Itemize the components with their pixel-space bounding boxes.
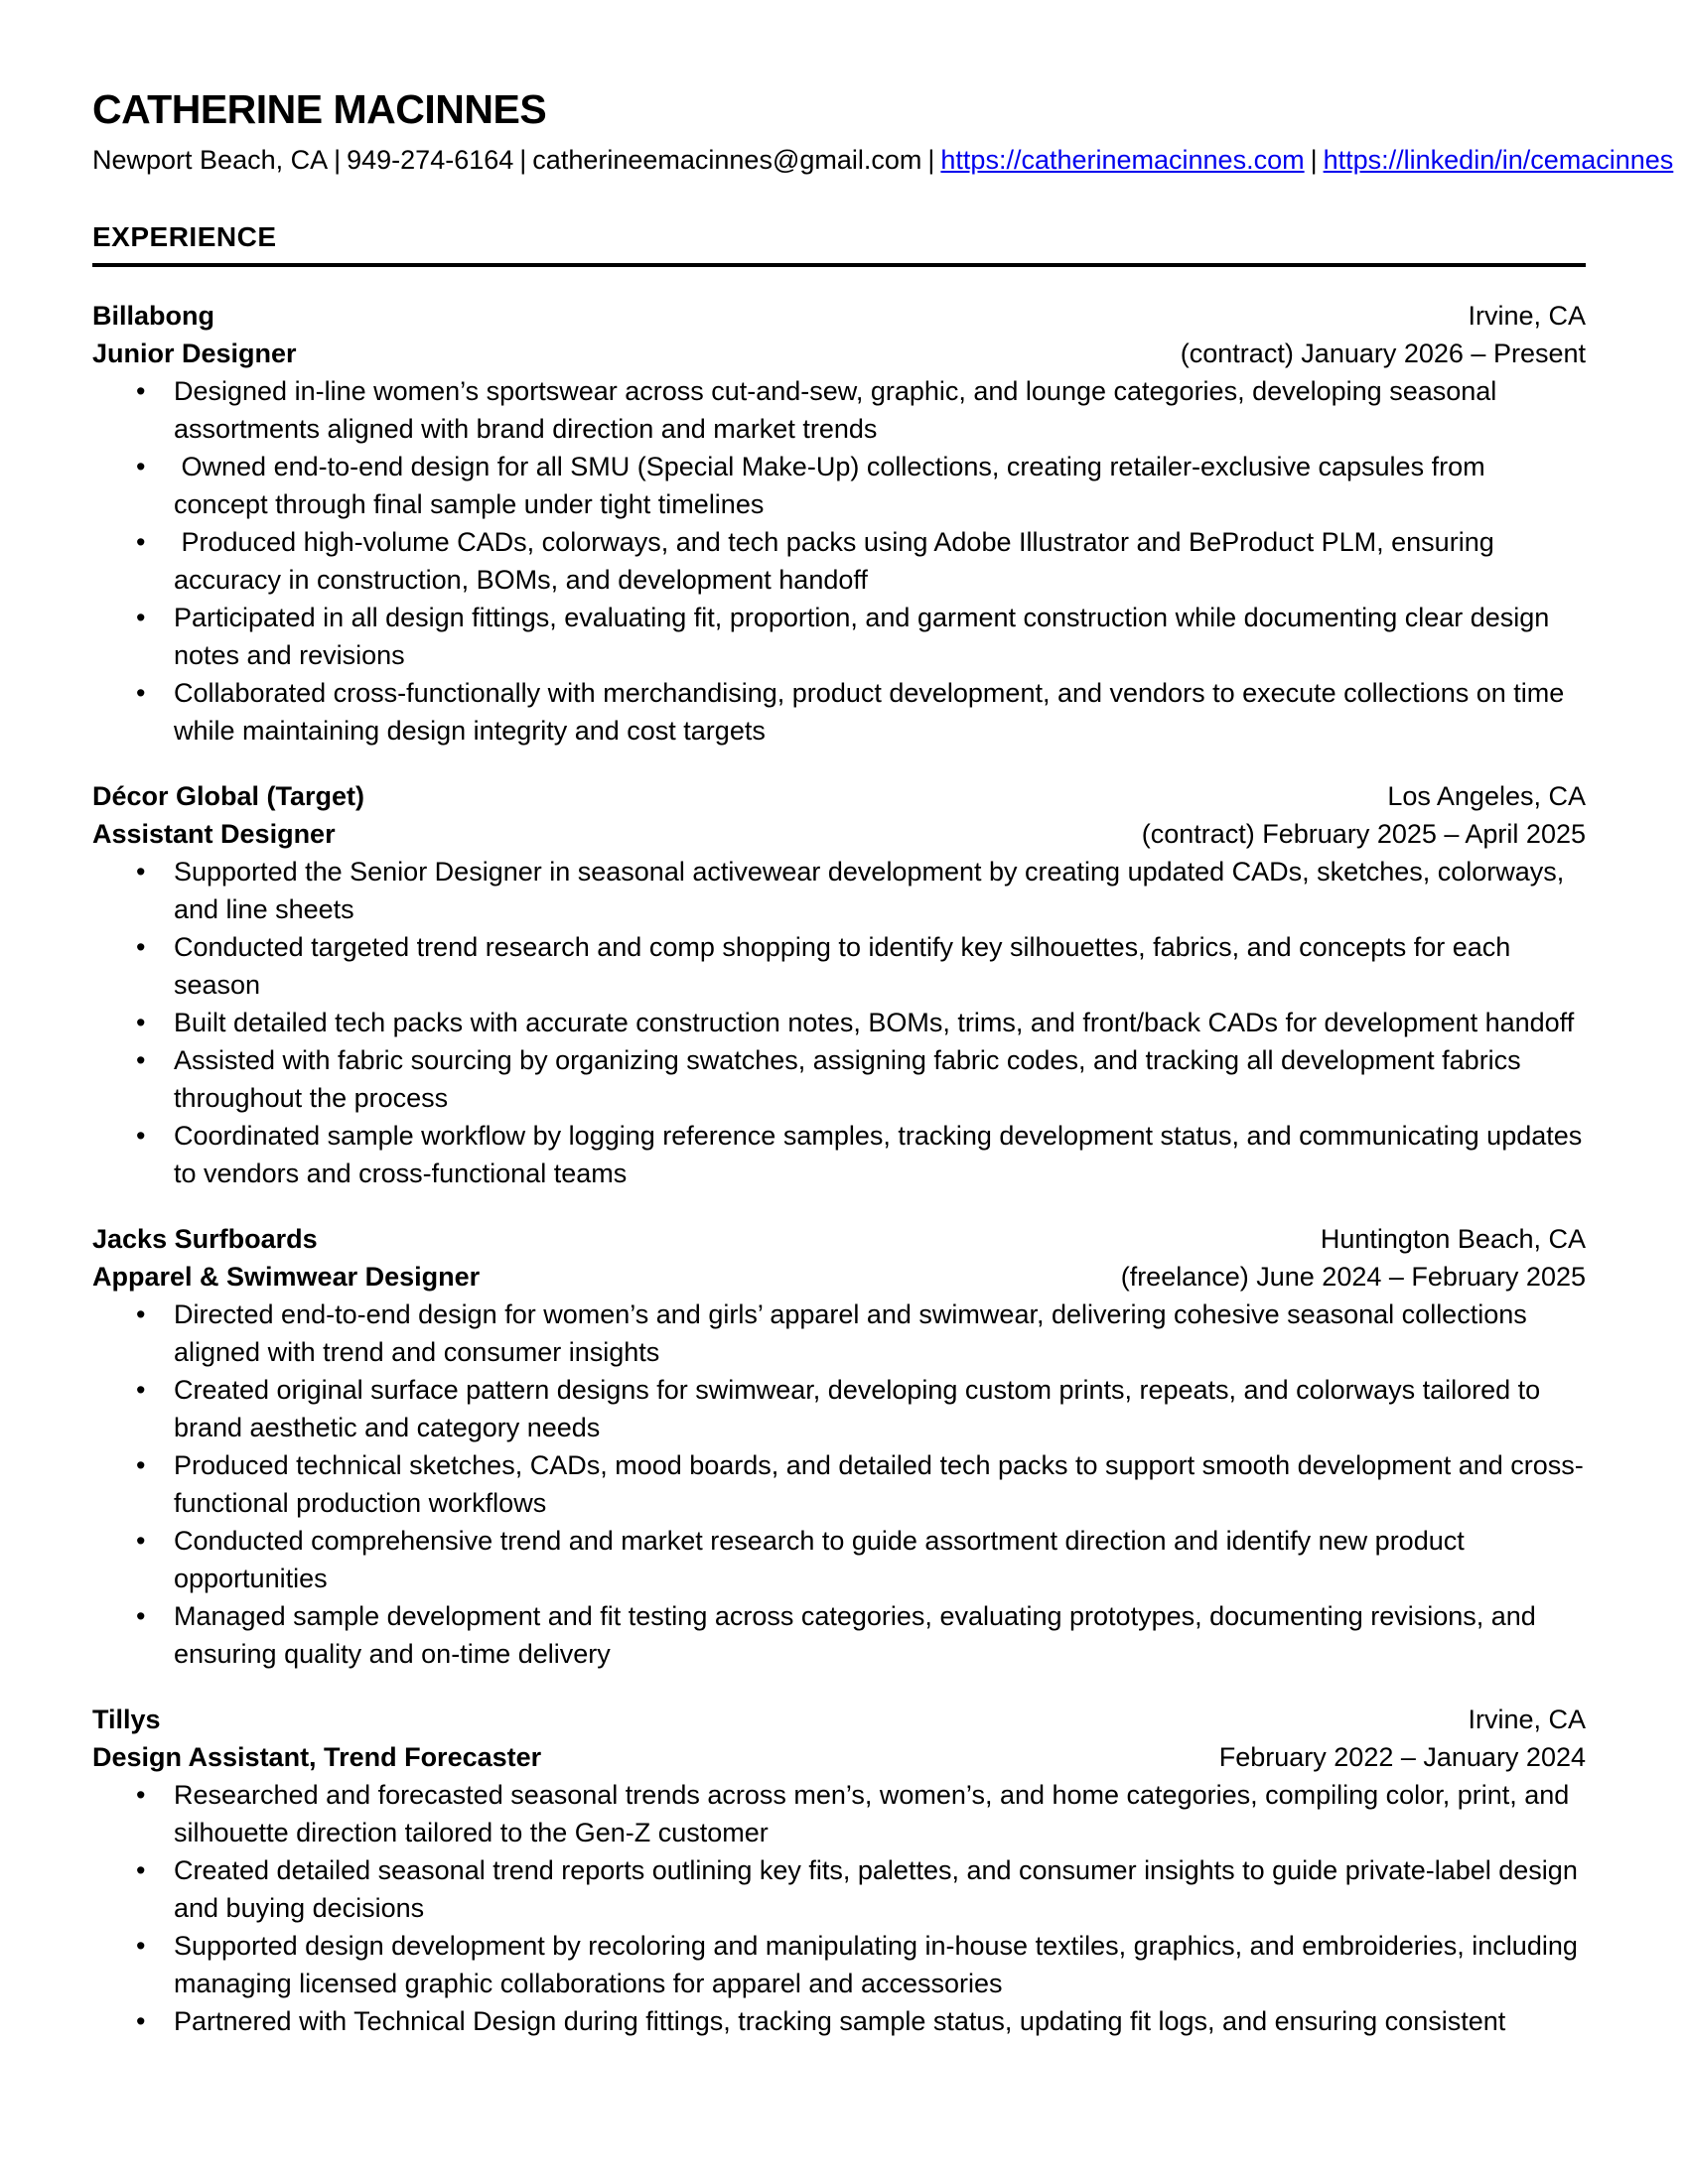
company-name: Jacks Surfboards (92, 1223, 318, 1254)
job-location: Huntington Beach, CA (1320, 1223, 1586, 1254)
job-dates: February 2022 – January 2024 (1218, 1741, 1586, 1772)
bullet-item: • Supported the Senior Designer in seasonal activewear development by creating updated CADs, sketches, colorways, and line sheets (92, 853, 1586, 928)
contact-email: catherineemacinnes@gmail.com (532, 144, 922, 175)
bullet-item: • Managed sample development and fit testing across categories, evaluating prototypes, documenting revisions, and ensuring quality and on-time delivery (92, 1597, 1586, 1673)
bullet-item: • Created original surface pattern designs for swimwear, developing custom prints, repeats, and colorways tailored to brand aesthetic and category needs (92, 1371, 1586, 1446)
job-entry (92, 1701, 1586, 2040)
job-entry (92, 777, 1590, 1192)
job-title: Junior Designer (92, 338, 297, 368)
company-name: Décor Global (Target) (92, 780, 365, 811)
bullet-item: • Researched and forecasted seasonal trends across men’s, women’s, and home categories, compiling color, print, and silhouette direction tailored to the Gen-Z customer (92, 1776, 1586, 1851)
bullet-item: • Conducted targeted trend research and comp shopping to identify key silhouettes, fabrics, and concepts for each season (92, 928, 1586, 1004)
job-title: Design Assistant, Trend Forecaster (92, 1741, 542, 1772)
contact-phone: 949-274-6164 (347, 144, 514, 175)
bullet-item: • Directed end-to-end design for women’s and girls’ apparel and swimwear, delivering cohesive seasonal collections aligned with trend and consumer insights (92, 1296, 1586, 1371)
bullet-item: • Coordinated sample workflow by logging reference samples, tracking development status, and communicating updates to vendors and cross-functional teams (92, 1117, 1586, 1192)
bullet-item: • Participated in all design fittings, evaluating fit, proportion, and garment construction while documenting clear design notes and revisions (92, 599, 1586, 674)
linkedin-link[interactable]: https://linkedin/in/cemacinnes (1323, 144, 1674, 175)
contact-separator: | (519, 144, 527, 175)
company-name: Tillys (92, 1704, 161, 1734)
job-header-row (92, 1701, 1586, 1738)
experience-heading: EXPERIENCE (92, 220, 277, 252)
bullet-item: • Designed in-line women’s sportswear across cut-and-sew, graphic, and lounge categories, developing seasonal assortments aligned with brand direction and market trends (92, 372, 1586, 448)
job-entry (92, 1220, 1586, 1673)
bullet-item: • Created detailed seasonal trend reports outlining key fits, palettes, and consumer insights to guide private-label design and buying decisions (92, 1851, 1586, 1927)
job-title-row (92, 1258, 1586, 1296)
bullet-item: • Supported design development by recoloring and manipulating in-house textiles, graphics, and embroideries, including managing licensed graphic collaborations for apparel and accessories (92, 1927, 1586, 2002)
job-location: Los Angeles, CA (1387, 780, 1586, 811)
job-title-row (92, 335, 1586, 372)
job-location: Irvine, CA (1468, 300, 1586, 331)
contact-location: Newport Beach, CA (92, 144, 329, 175)
bullet-item: • Assisted with fabric sourcing by organizing swatches, assigning fabric codes, and tracking all development fabrics throughout the process (92, 1041, 1586, 1117)
job-header-row (92, 297, 1586, 335)
bullet-item: • Collaborated cross-functionally with merchandising, product development, and vendors to execute collections on time while maintaining design integrity and cost targets (92, 674, 1586, 750)
contact-separator: | (1310, 144, 1318, 175)
job-header-row (92, 1220, 1586, 1258)
bullet-item: • Owned end-to-end design for all SMU (Special Make-Up) collections, creating retailer-exclusive capsules from concept through final sample under tight timelines (92, 448, 1586, 523)
bullet-item: • Produced technical sketches, CADs, mood boards, and detailed tech packs to support smooth development and cross-functional production workflows (92, 1446, 1586, 1522)
job-bullets (92, 1296, 1586, 1673)
website-link[interactable]: https://catherinemacinnes.com (940, 144, 1305, 175)
section-rule (92, 263, 1586, 267)
job-location: Irvine, CA (1468, 1704, 1586, 1734)
job-bullets (92, 853, 1590, 1192)
job-header-row (92, 777, 1586, 815)
job-dates: (contract) January 2026 – Present (1180, 338, 1586, 368)
job-title: Assistant Designer (92, 818, 336, 849)
job-title: Apparel & Swimwear Designer (92, 1261, 481, 1292)
job-bullets (92, 1776, 1586, 2040)
job-title-row (92, 815, 1586, 853)
bullet-item: • Built detailed tech packs with accurate construction notes, BOMs, trims, and front/back CADs for development handoff (92, 1004, 1586, 1041)
bullet-item: • Produced high-volume CADs, colorways, and tech packs using Adobe Illustrator and BeProduct PLM, ensuring accuracy in construction, BOMs, and development handoff (92, 523, 1586, 599)
bullet-item: • Partnered with Technical Design during fittings, tracking sample status, updating fit logs, and ensuring consistent (92, 2002, 1586, 2040)
job-entry (92, 297, 1586, 750)
contact-line (92, 141, 1674, 179)
contact-separator: | (334, 144, 342, 175)
resume-header (92, 86, 1674, 179)
bullet-item: • Conducted comprehensive trend and market research to guide assortment direction and identify new product opportunities (92, 1522, 1586, 1597)
experience-section (92, 297, 1590, 2040)
candidate-name: CATHERINE MACINNES (92, 86, 547, 132)
job-dates: (freelance) June 2024 – February 2025 (1120, 1261, 1586, 1292)
contact-separator: | (927, 144, 935, 175)
job-title-row (92, 1738, 1586, 1776)
job-bullets (92, 372, 1586, 750)
job-dates: (contract) February 2025 – April 2025 (1141, 818, 1586, 849)
company-name: Billabong (92, 300, 214, 331)
